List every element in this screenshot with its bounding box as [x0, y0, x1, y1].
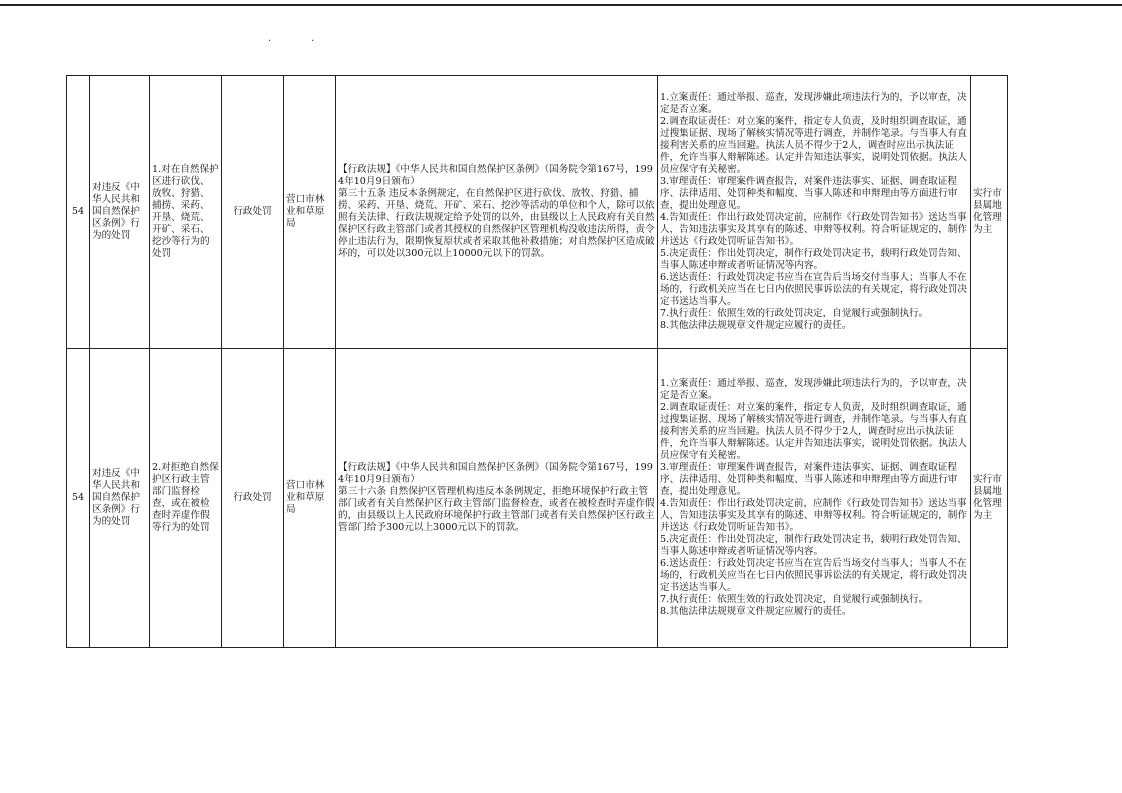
- item-name: 对违反《中华人民共和国自然保护区条例》行为的处罚: [90, 76, 150, 349]
- duty-item: 2.调查取证责任：对立案的案件，指定专人负责，及时组织调查取证，通过搜集证据、现场了解核实情况等进行调查，并制作笔录。与当事人有直接利害关系的应当回避。执法人员不得少于2人，调查时应出示执法证件，允许当事人辩解陈述。认定并告知违法事实，说明处罚依据。执法人员应保守有关秘密。: [660, 116, 967, 175]
- top-border-line: [0, 4, 1122, 6]
- sub-item-name: 2.对拒绝自然保护区行政主管部门监督检查，或在被检查时弄虚作假等行为的处罚: [150, 349, 222, 648]
- power-type: 行政处罚: [222, 349, 284, 648]
- sub-item-name: 1.对在自然保护区进行砍伐、放牧、狩猎、捕捞、采药、开垦、烧荒、开矿、采石、挖沙等行为的处罚: [150, 76, 222, 349]
- legal-basis-article: 第三十五条 违反本条例规定，在自然保护区进行砍伐、放牧、狩猎、捕捞、采药、开垦、烧荒、开矿、采石、挖沙等活动的单位和个人，除可以依照有关法律、行政法规规定给予处罚的以外，由县级以上人民政府有关自然保护区行政主管部门或者其授权的自然保护区管理机构没收违法所得，责令停止违法行为，限期恢复原状或者采取其他补救措施；对自然保护区造成破坏的，可以处以300元以上10000元以下的罚款。: [338, 188, 655, 259]
- table-row: [67, 76, 1008, 349]
- duty-item: 7.执行责任：依照生效的行政处罚决定，自觉履行或强制执行。: [660, 594, 929, 605]
- responsibility-table: [66, 75, 1008, 648]
- duty-item: 8.其他法律法规规章文件规定应履行的责任。: [660, 606, 852, 617]
- duty-item: 4.告知责任：作出行政处罚决定前，应制作《行政处罚告知书》送达当事人，告知违法事实及其享有的陈述、申辩等权利。符合听证规定的，制作并送达《行政处罚听证告知书》。: [660, 498, 967, 533]
- item-name: 对违反《中华人民共和国自然保护区条例》行为的处罚: [90, 349, 150, 648]
- legal-basis-source: 【行政法规】《中华人民共和国自然保护区条例》（国务院令第167号，1994年10月9日颁布）: [338, 164, 653, 187]
- management-level: 实行市县属地化管理为主: [971, 349, 1008, 648]
- duty-item: 3.审理责任：审理案件调查报告，对案件违法事实、证据、调查取证程序、法律适用、处罚种类和幅度、当事人陈述和申辩理由等方面进行审查，提出处理意见。: [660, 462, 958, 497]
- responsibility-list: [658, 76, 971, 349]
- table-row: [67, 349, 1008, 648]
- duty-item: 3.审理责任：审理案件调查报告，对案件违法事实、证据、调查取证程序、法律适用、处罚种类和幅度、当事人陈述和申辩理由等方面进行审查，提出处理意见。: [660, 176, 958, 211]
- duty-item: 5.决定责任：作出处罚决定，制作行政处罚决定书，载明行政处罚告知、当事人陈述申辩或者听证情况等内容。: [660, 534, 967, 557]
- duty-item: 1.立案责任：通过举报、巡查，发现涉嫌此项违法行为的，予以审查，决定是否立案。: [660, 92, 967, 115]
- duty-item: 2.调查取证责任：对立案的案件，指定专人负责，及时组织调查取证，通过搜集证据、现场了解核实情况等进行调查，并制作笔录。与当事人有直接利害关系的应当回避。执法人员不得少于2人，调查时应出示执法证件，允许当事人辩解陈述。认定并告知违法事实，说明处罚依据。执法人员应保守有关秘密。: [660, 402, 967, 461]
- duty-item: 6.送达责任：行政处罚决定书应当在宣告后当场交付当事人；当事人不在场的，行政机关应当在七日内依照民事诉讼法的有关规定，将行政处罚决定书送达当事人。: [660, 272, 967, 307]
- legal-basis: [336, 349, 658, 648]
- legal-basis-article: 第三十六条 自然保护区管理机构违反本条例规定，拒绝环境保护行政主管部门或者有关自然保护区行政主管部门监督检查，或者在被检查时弄虚作假的，由县级以上人民政府环境保护行政主管部门或者有关自然保护区行政主管部门给予300元以上3000元以下的罚款。: [338, 486, 655, 533]
- legal-basis-source: 【行政法规】《中华人民共和国自然保护区条例》（国务院令第167号，1994年10月9日颁布）: [338, 462, 653, 485]
- department: 营口市林业和草原局: [284, 349, 336, 648]
- power-type: 行政处罚: [222, 76, 284, 349]
- responsibility-list: [658, 349, 971, 648]
- duty-item: 7.执行责任：依照生效的行政处罚决定，自觉履行或强制执行。: [660, 308, 929, 319]
- department: 营口市林业和草原局: [284, 76, 336, 349]
- duty-item: 8.其他法律法规规章文件规定应履行的责任。: [660, 320, 852, 331]
- duty-item: 6.送达责任：行政处罚决定书应当在宣告后当场交付当事人；当事人不在场的，行政机关应当在七日内依照民事诉讼法的有关规定，将行政处罚决定书送达当事人。: [660, 558, 967, 593]
- legal-basis: [336, 76, 658, 349]
- scan-specks: ··: [268, 36, 355, 47]
- management-level: 实行市县属地化管理为主: [971, 76, 1008, 349]
- duty-item: 1.立案责任：通过举报、巡查，发现涉嫌此项违法行为的，予以审查，决定是否立案。: [660, 378, 967, 401]
- row-number: 54: [67, 76, 90, 349]
- duty-item: 5.决定责任：作出处罚决定，制作行政处罚决定书，载明行政处罚告知、当事人陈述申辩或者听证情况等内容。: [660, 248, 967, 271]
- row-number: 54: [67, 349, 90, 648]
- duty-item: 4.告知责任：作出行政处罚决定前，应制作《行政处罚告知书》送达当事人，告知违法事实及其享有的陈述、申辩等权利。符合听证规定的，制作并送达《行政处罚听证告知书》。: [660, 212, 967, 247]
